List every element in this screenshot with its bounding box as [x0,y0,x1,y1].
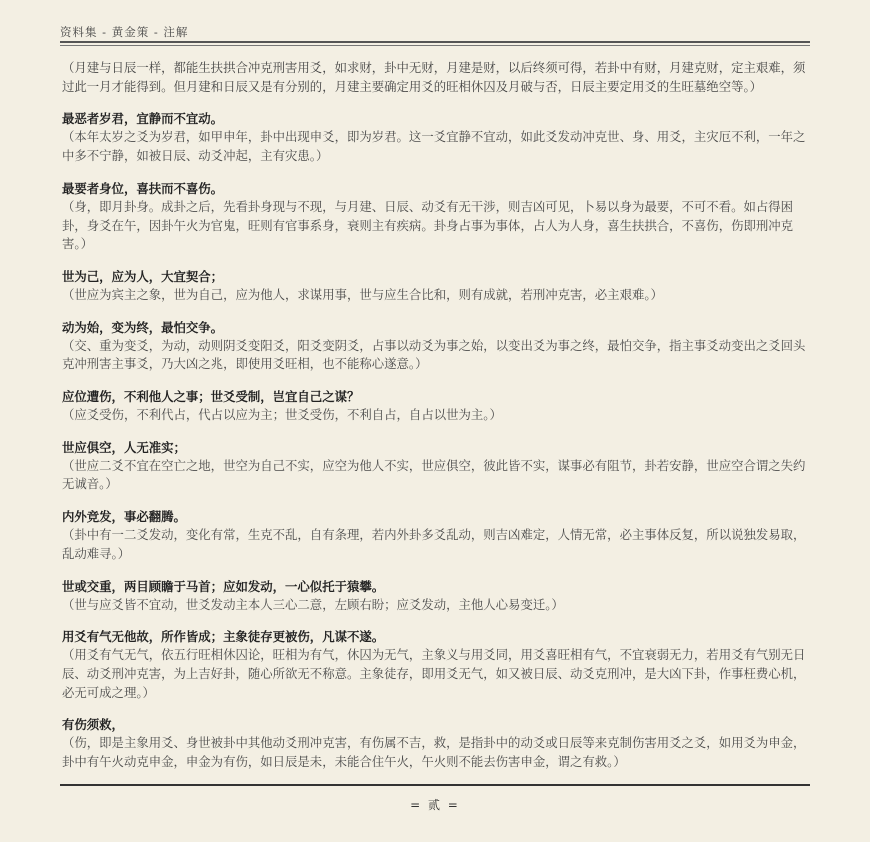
verse-title: 内外竞发，事必翻腾。 [62,509,186,525]
verse-annotation: （身，即月卦身。成卦之后，先看卦身现与不现，与月建、日辰、动爻有无干涉，则吉凶可见，卜易以身为最要，不可不看。如占得困卦，身爻在午，因卦午火为官鬼，旺则有官事系身，衰则主有疾病。卦身占事为事体，占人为人身，喜生扶拱合，不喜伤，伤即刑冲克害。） [62,198,794,252]
verse-annotation: （卦中有一二爻发动，变化有常，生克不乱，自有条理，若内外卦多爻乱动，则吉凶难定，人情无常，必主事体反复，所以说独发易取，乱动难寻。） [62,527,806,561]
verse-annotation: （世应为宾主之象，世为自己，应为他人，求谋用事，世与应生合比和，则有成就，若刑冲克害，必主艰难。） [62,286,663,302]
sections-list [62,110,810,780]
verse-section [62,716,810,771]
verse-section [62,628,810,702]
verse-annotation: （本年太岁之爻为岁君，如甲申年，卦中出现申爻，即为岁君。这一爻宜静不宜动，如此爻发动冲克世、身、用爻，主灾厄不利，一年之中多不宁静，如被日辰、动爻冲起，主有灾患。） [62,129,806,164]
verse-title: 最恶者岁君，宜静而不宜动。 [62,111,224,127]
verse-title: 用爻有气无他故，所作皆成；主象徒存更被伤，凡谋不遂。 [62,629,385,645]
header-rule [60,41,810,46]
verse-title: 世应俱空，人无准实； [62,439,186,455]
verse-section [62,439,810,494]
verse-annotation: （世应二爻不宜在空亡之地，世空为自己不实，应空为他人不实，世应俱空，彼此皆不实，谋事必有阻节，卦若安静，世应空合谓之失约无诚音。） [62,457,806,492]
verse-title: 世或交重，两目顾瞻于马首；应如发动，一心似托于猿攀。 [62,578,385,594]
verse-section [62,180,810,254]
verse-section [62,578,810,615]
running-header: 资料集 - 黄金策 - 注解 [60,25,189,39]
verse-annotation: （用爻有气无气，依五行旺相休囚论，旺相为有气，休囚为无气，主象义与用爻同，用爻喜旺相有气，不宜衰弱无力，若用爻有气别无日辰、动爻刑冲克害，为上吉好卦，随心所欲无不称意。主象徒存，即用爻无气，如又被日辰、动爻克刑冲，是大凶下卦，作事枉费心机，必无可成之理。） [62,647,806,700]
verse-annotation: （应爻受伤，不利代占，代占以应为主；世爻受伤，不利自占，自占以世为主。） [62,407,502,423]
verse-title: 有伤须救， [62,717,124,733]
verse-title: 最要者身位，喜扶而不喜伤。 [62,180,224,196]
verse-annotation: （交、重为变爻，为动，动则阴爻变阳爻，阳爻变阴爻，占事以动爻为事之始，以变出爻为事之终，最怕交争，指主事爻动变出之爻回头克冲刑害主事爻，乃大凶之兆，即使用爻旺相，也不能称心遂意。） [62,337,806,372]
verse-section [62,268,810,305]
verse-annotation: （伤，即是主象用爻、身世被卦中其他动爻刑冲克害，有伤属不吉，救，是指卦中的动爻或日辰等来克制伤害用爻之爻，如用爻为申金，卦中有午火动克申金，申金为有伤，如日辰是未，未能合住午火，午火则不能去伤害申金，谓之有救。） [62,735,806,770]
verse-section [62,319,810,374]
page-content [62,56,810,780]
verse-annotation: （世与应爻皆不宜动，世爻发动主本人三心二意，左顾右盼；应爻发动，主他人心易变迁。） [62,596,564,612]
verse-title: 应位遭伤，不利他人之事；世爻受制，岂宜自己之谋？ [62,389,360,405]
verse-title: 世为己，应为人，大宜契合； [62,268,224,284]
verse-section [62,388,810,425]
verse-title: 动为始，变为终，最怕交争。 [62,319,224,335]
footer-rule [60,784,810,786]
page-number: = 贰 = [410,798,460,812]
verse-section [62,508,810,563]
verse-section [62,110,810,165]
intro-paragraph: （月建与日辰一样，都能生扶拱合冲克刑害用爻，如求财，卦中无财，月建是财，以后终须可得，若卦中有财，月建克财，定主艰难，须过此一月才能得到。但月建和日辰又是有分别的，月建主要确定用爻的旺相休囚及月破与否，日辰主要定用爻的生旺墓绝空等。） [62,60,806,94]
